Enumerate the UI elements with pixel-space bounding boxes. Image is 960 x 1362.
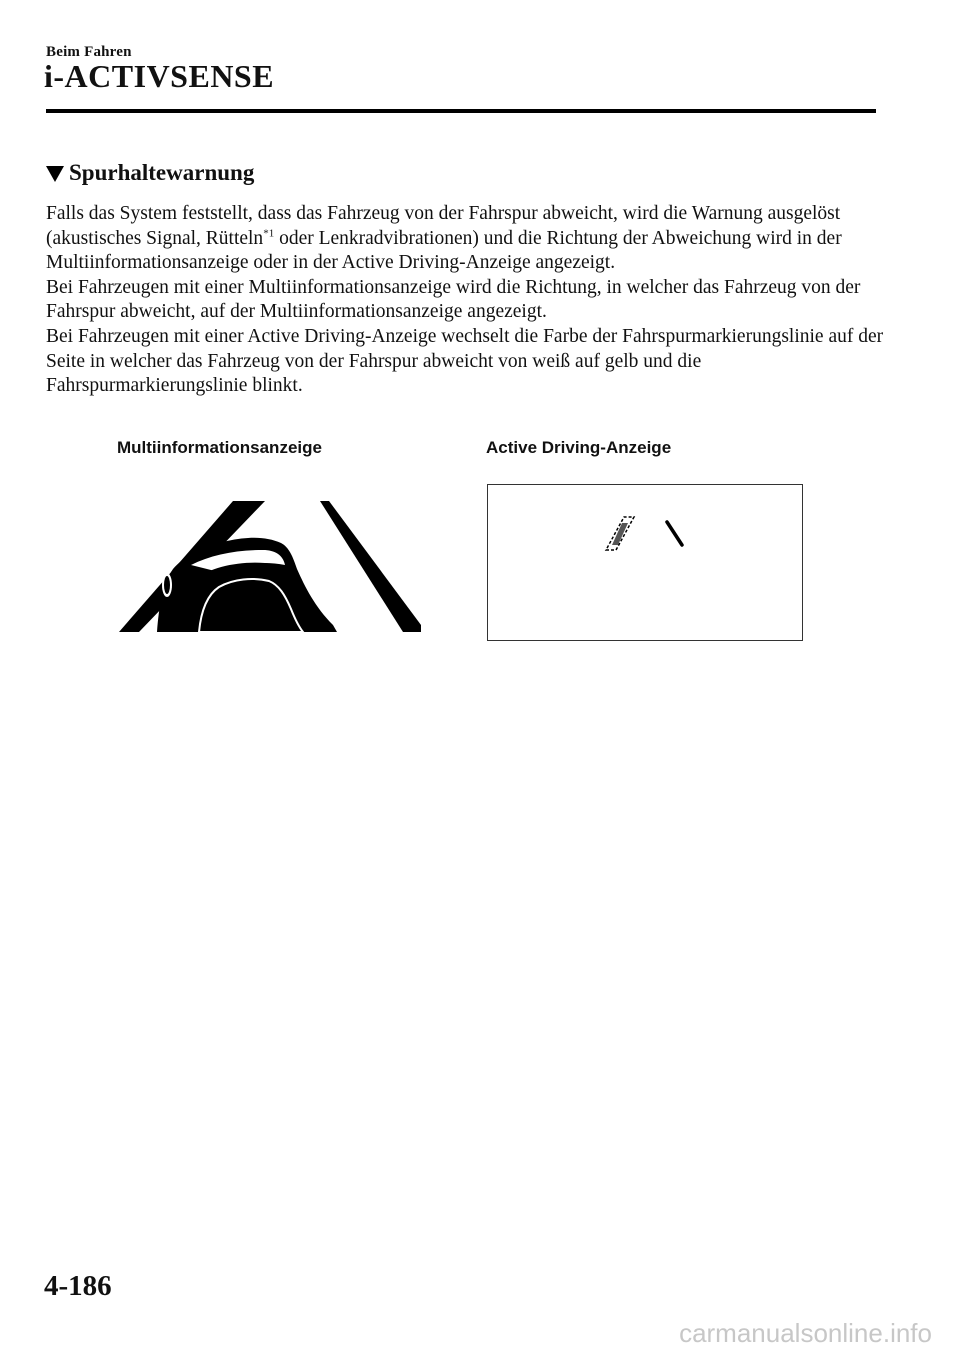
multiinformation-display-illustration [115,495,427,635]
paragraph-2: Bei Fahrzeugen mit einer Multiinformationsanzeige wird die Richtung, in welcher das Fahrzeug von der Fahrspur abweicht, auf der Multiinformationsanzeige angezeigt. [46,276,861,323]
body-text [46,202,886,399]
paragraph-1-end: oder Lenkradvibrationen) und die Richtung der Abweichung wird in der Multiinformationsanzeige oder in der Active Driving-Anzeige angezeigt. [46,227,842,274]
paragraph-3: Bei Fahrzeugen mit einer Active Driving-Anzeige wechselt die Farbe der Fahrspurmarkierungslinie auf der Seite in welcher das Fahrzeug von der Fahrspur abweicht von weiß auf gelb und die Fahrspurmarkierungslinie blinkt. [46,325,884,397]
figure-label-active-driving: Active Driving-Anzeige [486,438,672,457]
footnote-marker: *1 [263,227,275,240]
watermark: carmanualsonline.info [679,1318,932,1348]
chapter-label: Beim Fahren [46,44,132,60]
right-lane-line-icon [667,522,682,545]
paragraph-1-start: Falls das System feststellt, dass das Fahrzeug von der Fahrspur abweicht, wird die Warnung ausgelöst (akustisches Signal, Rütteln [46,203,841,249]
section-title: i-ACTIVSENSE [44,58,275,94]
car-silhouette-icon [157,538,337,632]
active-driving-display-illustration [488,485,804,642]
page-number: 4-186 [44,1270,112,1302]
right-lane-line-icon [320,501,421,632]
header-divider [46,109,876,113]
subheading [46,160,254,186]
paragraph-1 [46,202,886,276]
subheading-text: Spurhaltewarnung [69,160,255,185]
active-driving-display-frame [487,484,803,641]
triangle-down-icon [46,166,64,182]
highlighted-lane-line-icon [606,517,634,550]
figure-label-multiinformation: Multiinformationsanzeige [117,438,322,457]
